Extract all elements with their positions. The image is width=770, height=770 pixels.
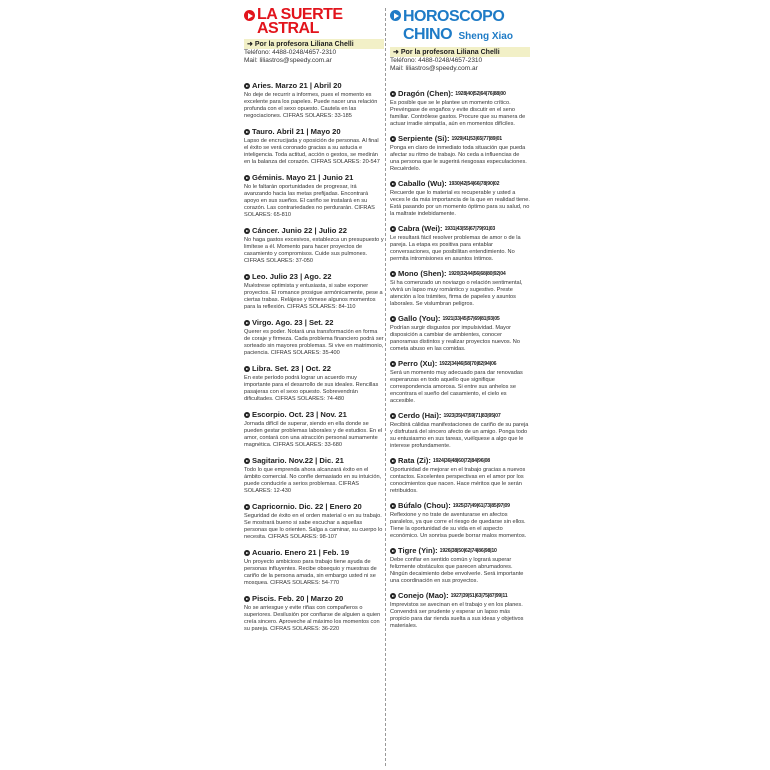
sign-heading: [390, 224, 530, 234]
chino-subtitle: Sheng Xiao: [458, 31, 513, 42]
chino-title: HOROSCOPO CHINO: [403, 8, 505, 43]
sign-heading: [390, 314, 530, 324]
sign-heading: [390, 269, 530, 279]
sign-name: Cerdo (Hai):: [398, 411, 442, 420]
sign-entry: [244, 226, 384, 265]
chino-header: [390, 8, 530, 44]
sign-text: Recuerde que lo material es recuperable y usted a veces le da más importancia de la que en realidad tiene. Está pasando por un momento óptimo para su salud, no la maltrate indebidamente.: [390, 190, 530, 217]
sign-name: Rata (Zi):: [398, 456, 431, 465]
sign-text: Imprevistos se avecinan en el trabajo y en los planes. Convendrá ser prudente y esperar un lapso más propicio para dar rienda suelta a sus ideas y objetivos materiales.: [390, 602, 524, 629]
sign-name: Perro (Xu):: [398, 359, 438, 368]
sign-name: Gallo (You):: [398, 314, 441, 323]
astral-entries: [244, 81, 384, 633]
sign-text: Todo lo que emprenda ahora alcanzará éxito en el ámbito comercial. No confíe demasiado en su intuición, puede conducirle a serios problemas. CIFRAS SOLARES: 12-430: [244, 467, 382, 494]
sign-entry: [244, 173, 384, 219]
sign-text: Ponga en claro de inmediato toda situación que pueda afectar su ritmo de trabajo. No ceda a influencias de una persona que le sugerirá riesgosas especulaciones. Recuérdelo.: [390, 145, 527, 172]
arrow-right-icon: ➜: [247, 41, 253, 48]
sign-name: Sagitario. Nov.22 | Dic. 21: [252, 456, 344, 465]
sign-text: Recibirá cálidas manifestaciones de cariño de su pareja y disfrutará del sincero afecto de un amigo. Ponga todo su entusiasmo en sus tareas, vuélquese a algo que le interese profundamente.: [390, 422, 529, 449]
sign-years: 1928|40|52|64|76|88|00: [455, 91, 506, 97]
bullet-play-icon: [244, 550, 250, 556]
sign-years: 1927|39|51|63|75|87|99|11: [450, 593, 508, 599]
sign-entry: [390, 134, 530, 173]
sign-heading: [390, 501, 530, 511]
bullet-play-icon: [390, 226, 396, 232]
astral-mail: Mail: liliastros@speedy.com.ar: [244, 57, 332, 64]
chino-entries: [390, 89, 530, 630]
bullet-play-icon: [390, 136, 396, 142]
sign-name: Cáncer. Junio 22 | Julio 22: [252, 226, 347, 235]
sign-text: Querer es poder. Notará una transformación en forma de coraje y firmeza. Cada problema financiero podrá ser sorteado sin mayores problemas. Si vive en matrimonio, paciencia. CIFRAS SOLARES: 35-400: [244, 329, 384, 356]
sign-entry: [244, 81, 384, 120]
sign-name: Búfalo (Chou):: [398, 501, 451, 510]
bullet-play-icon: [390, 91, 396, 97]
sign-name: Serpiente (Si):: [398, 134, 450, 143]
sign-heading: [244, 272, 384, 282]
sign-years: 1924|36|48|60|72|84|96|08: [432, 458, 490, 464]
sign-name: Leo. Julio 23 | Ago. 22: [252, 272, 332, 281]
sign-heading: [390, 89, 530, 99]
sign-entry: [390, 179, 530, 218]
sign-text: En este período podrá lograr un acuerdo muy importante para el desarrollo de sus ideales. Rencillas pasajeras con el sexo opuesto. Sobrevendrán dificultades. CIFRAS SOLARES: 74-480: [244, 375, 379, 402]
sign-text: Debe confiar en sentido común y logrará superar felizmente obstáculos que parecen abrumadores. Ningún decaimiento debe envolverle. Será importante una coordinación en sus proyectos.: [390, 557, 524, 584]
sign-heading: [244, 81, 384, 91]
sign-entry: [390, 359, 530, 405]
column-divider: [385, 8, 386, 766]
bullet-play-icon: [390, 316, 396, 322]
sign-heading: [390, 591, 530, 601]
sign-text: No deje de recurrir a informes, pues el momento es excelente para los papeles. Puede nacer una relación profunda con el sexo opuesto. Cautela en las negociaciones. CIFRAS SOLARES: 33-185: [244, 92, 378, 119]
chino-mail: Mail: liliastros@speedy.com.ar: [390, 65, 478, 72]
bullet-play-icon: [390, 181, 396, 187]
sign-name: Tigre (Yin):: [398, 546, 438, 555]
sign-text: No le faltarán oportunidades de progresar, irá avanzando hacia las metas prefijadas. Encontrará apoyo en sus sueños. El cariño se instalará en su corazón. Las contrariedades no perdurarán. CIFRAS SOLARES: 65-810: [244, 184, 375, 218]
sign-entry: [390, 456, 530, 495]
sign-name: Conejo (Mao):: [398, 591, 449, 600]
bullet-play-icon: [244, 412, 250, 418]
sign-entry: [244, 410, 384, 449]
sign-name: Mono (Shen):: [398, 269, 447, 278]
sign-heading: [244, 318, 384, 328]
sign-entry: [244, 318, 384, 357]
bullet-play-icon: [244, 274, 250, 280]
sign-entry: [390, 269, 530, 308]
bullet-play-icon: [390, 593, 396, 599]
sign-heading: [390, 456, 530, 466]
sign-entry: [244, 502, 384, 541]
sign-entry: [390, 89, 530, 128]
sign-years: 1925|37|49|61|73|85|97|09: [452, 503, 510, 509]
sign-years: 1929|41|53|65|77|89|01: [451, 136, 502, 142]
sign-text: No se arriesgue y evite riñas con compañeros o superiores. Desilusión por confiarse de alguien a quien creía sincero. Aproveche al máximo los momentos con su pareja. CIFRAS SOLARES: 36-220: [244, 605, 381, 632]
sign-heading: [244, 594, 384, 604]
sign-text: Es posible que se le plantee un momento crítico. Prevéngase de engaños y evite discutir en el seno familiar. Contrólese gastos. Procure que su manera de actuar irradie simpatía, aún en momentos difíciles.: [390, 100, 526, 127]
bullet-play-icon: [390, 413, 396, 419]
bullet-play-icon: [244, 596, 250, 602]
sign-name: Aries. Marzo 21 | Abril 20: [252, 81, 342, 90]
sign-entry: [390, 314, 530, 353]
play-icon: [390, 10, 401, 21]
sign-name: Cabra (Wei):: [398, 224, 443, 233]
chino-byline-text: Por la profesora Liliana Chelli: [400, 48, 500, 56]
sign-text: Un proyecto ambicioso para trabajo tiene ayuda de personas influyentes. Recibe obsequio y muestras de cariño de la persona amada, sin embargo usted ni se mosquea. CIFRAS SOLARES: 54-770: [244, 559, 377, 586]
chino-column: [390, 8, 530, 636]
sign-text: Le resultará fácil resolver problemas de amor o de la pareja. La etapa es positiva para entablar conversaciones, que posibilitan entendimiento. No permita intromisiones en asuntos íntimos.: [390, 235, 521, 262]
sign-name: Tauro. Abril 21 | Mayo 20: [252, 127, 341, 136]
sign-text: No haga gastos excesivos, establezca un presupuesto y limítese a él. Momento para hacer proyectos de casamiento y compromisos. Cuide sus pulmones. CIFRAS SOLARES: 37-050: [244, 237, 384, 264]
sign-years: 1922|34|46|58|70|82|94|06: [439, 361, 497, 367]
astral-column: [244, 8, 384, 640]
sign-years: 1921|33|45|57|69|81|93|05: [442, 316, 500, 322]
astral-phone: Teléfono: 4488-0248/4657-2310: [244, 49, 337, 56]
sign-name: Piscis. Feb. 20 | Marzo 20: [252, 594, 344, 603]
bullet-play-icon: [244, 228, 250, 234]
sign-entry: [244, 548, 384, 587]
bullet-play-icon: [244, 83, 250, 89]
chino-phone: Teléfono: 4488-0248/4657-2310: [390, 57, 483, 64]
bullet-play-icon: [390, 271, 396, 277]
sign-heading: [244, 548, 384, 558]
sign-heading: [244, 502, 384, 512]
astral-title: LA SUERTE ASTRAL: [257, 6, 343, 37]
sign-heading: [390, 134, 530, 144]
sign-text: Reflexione y no trate de aventurarse en afectos paralelos, ya que corre el riesgo de quedarse sin ellos. Tiene la oportunidad de su vida en el aspecto económico. Un sonrisa puede borrar malos momentos.: [390, 512, 527, 539]
bullet-play-icon: [390, 361, 396, 367]
bullet-play-icon: [244, 320, 250, 326]
sign-years: 1930|42|54|66|78|90|02: [448, 181, 500, 187]
sign-text: Muéstrese optimista y entusiasta, si sabe exponer proyectos. El romance prosigue armónicamente, pese a ciertas trabas. Relájese y tómese algunos momentos para la reflexión. CIFRAS SOLARES: 84-110: [244, 283, 383, 310]
sign-name: Libra. Set. 23 | Oct. 22: [252, 364, 331, 373]
bullet-play-icon: [244, 504, 250, 510]
sign-text: Oportunidad de mejorar en el trabajo gracias a nuevos contactos. Excelentes perspectivas en el amor por los conocimientos que nacen. Hace méritos que le serán retribuidos.: [390, 467, 526, 494]
bullet-play-icon: [390, 503, 396, 509]
sign-text: Seguridad de éxito en el orden material o en su trabajo. Se mostrará bueno si sabe escuchar a aquellas personas que lo orienten. Salga a caminar, su cuerpo lo necesita. CIFRAS SOLARES: 98-107: [244, 513, 383, 540]
sign-name: Virgo. Ago. 23 | Set. 22: [252, 318, 334, 327]
bullet-play-icon: [244, 366, 250, 372]
sign-entry: [390, 411, 530, 450]
sign-entry: [390, 591, 530, 630]
sign-heading: [244, 410, 384, 420]
sign-heading: [244, 226, 384, 236]
sign-heading: [390, 546, 530, 556]
sign-heading: [244, 173, 384, 183]
sign-entry: [244, 456, 384, 495]
sign-entry: [244, 127, 384, 166]
sign-text: Jornada difícil de superar, siendo en ella donde se pueden gestar problemas laborales y de estudios. En el amor, contará con una atracción personal sumamente magnética. CIFRAS SOLARES: 33-680: [244, 421, 383, 448]
sign-name: Capricornio. Dic. 22 | Enero 20: [252, 502, 362, 511]
sign-heading: [390, 359, 530, 369]
sign-heading: [244, 456, 384, 466]
sign-text: Podrían surgir disgustos por impulsividad. Mayor disposición a cambiar de ambientes, conocer panoramas distintos y realizar proyectos nuevos. No cometa abuso en las comidas.: [390, 325, 520, 352]
sign-text: Lapso de encrucijada y oposición de personas. Al final el éxito se verá coronado gracias a su astucia e inteligencia. Toda actitud, acción o gestos, se medirán en la balanza del corazón. CIFRAS SOLARES: 20-547: [244, 138, 380, 165]
chino-byline: [390, 47, 530, 57]
bullet-play-icon: [390, 548, 396, 554]
sign-name: Géminis. Mayo 21 | Junio 21: [252, 173, 354, 182]
sign-entry: [244, 594, 384, 633]
bullet-play-icon: [390, 458, 396, 464]
sign-heading: [390, 179, 530, 189]
sign-entry: [390, 546, 530, 585]
sign-name: Caballo (Wu):: [398, 179, 447, 188]
bullet-play-icon: [244, 175, 250, 181]
sign-years: 1926|38|50|62|74|86|98|10: [439, 548, 497, 554]
bullet-play-icon: [244, 129, 250, 135]
sign-heading: [244, 127, 384, 137]
sign-text: Si ha comenzado un noviazgo o relación sentimental, vivirá un lapso muy romántico y sugestivo. Preste atención a los trámites, firma de papeles y asuntos laborales. Se vislumbran peligros.: [390, 280, 523, 307]
sign-entry: [390, 224, 530, 263]
sign-heading: [390, 411, 530, 421]
sign-heading: [244, 364, 384, 374]
sign-years: 1920|32|44|56|68|80|92|04: [448, 271, 506, 277]
sign-name: Escorpio. Oct. 23 | Nov. 21: [252, 410, 347, 419]
astral-byline-text: Por la profesora Liliana Chelli: [254, 40, 354, 48]
sign-entry: [390, 501, 530, 540]
sign-text: Será un momento muy adecuado para dar renovadas esperanzas en todo aquello que signifique correspondencia amorosa. Si entre sus anhelos se encontrara el sueño del casamiento, el cielo es accesible.: [390, 370, 523, 404]
sign-years: 1923|35|47|59|71|83|95|07: [443, 413, 501, 419]
sign-name: Acuario. Enero 21 | Feb. 19: [252, 548, 350, 557]
sign-entry: [244, 272, 384, 311]
astral-header: [244, 8, 384, 36]
arrow-right-icon: ➜: [393, 49, 399, 56]
play-icon: [244, 10, 255, 21]
bullet-play-icon: [244, 458, 250, 464]
sign-name: Dragón (Chen):: [398, 89, 454, 98]
sign-years: 1931|43|55|67|79|91|03: [444, 226, 496, 232]
astral-byline: [244, 39, 384, 49]
sign-entry: [244, 364, 384, 403]
